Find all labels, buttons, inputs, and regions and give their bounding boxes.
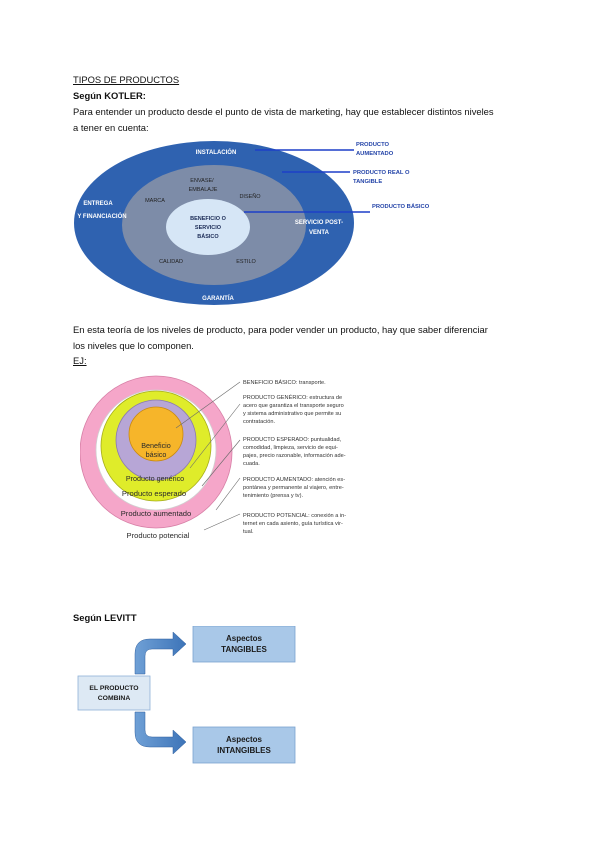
core-label-1: BENEFICIO O	[190, 216, 226, 222]
intro-line-2: a tener en cuenta:	[73, 122, 149, 133]
kotler-levels-diagram	[70, 134, 430, 314]
desc-potencial-2: ternet en cada asiento, guía turística vir-	[243, 521, 343, 527]
levitt-title: Según LEVITT	[73, 612, 137, 623]
outer-bottom-label: GARANTÍA	[202, 296, 234, 302]
desc-aumentado-3: tenimiento (prensa y tv).	[243, 493, 304, 499]
outer-right-label-1: SERVICIO POST-	[294, 220, 344, 226]
label-real-2: TANGIBLE	[353, 179, 383, 185]
intangibles-label-1: Aspectos	[225, 735, 263, 744]
intro-line-1: Para entender un producto desde el punto de vista de marketing, hay que establecer distintos niveles	[73, 106, 494, 117]
middle-calidad-label: CALIDAD	[159, 259, 183, 265]
middle-envase-label-2: EMBALAJE	[188, 187, 218, 193]
ring-esperado-label: Producto esperado	[121, 489, 187, 498]
desc-aumentado-1: PRODUCTO AUMENTADO: atención es-	[243, 477, 346, 483]
desc-esperado-2: comodidad, limpieza, servicio de equi-	[243, 445, 338, 451]
ring-aumentado-label: Producto aumentado	[120, 509, 192, 518]
label-real-1: PRODUCTO REAL O	[353, 170, 410, 176]
ring-basico-label-1: Beneficio	[141, 441, 171, 450]
label-basico: PRODUCTO BÁSICO	[372, 204, 430, 210]
ring-generico-label: Producto genérico	[125, 474, 185, 483]
middle-marca-label: MARCA	[145, 198, 165, 204]
tangibles-box	[193, 626, 295, 662]
middle-estilo-label: ESTILO	[236, 259, 256, 265]
center-box-label-2: COMBINA	[97, 695, 131, 702]
arrow-up	[135, 632, 186, 674]
tangibles-label-1: Aspectos	[225, 634, 263, 643]
kotler-title: Según KOTLER:	[73, 90, 146, 101]
desc-potencial-1: PRODUCTO POTENCIAL: conexión a in-	[243, 513, 347, 519]
center-box	[78, 676, 150, 710]
label-aumentado-2: AUMENTADO	[356, 151, 394, 157]
theory-line-2: los niveles que lo componen.	[73, 340, 194, 351]
desc-basico: BENEFICIO BÁSICO: transporte.	[243, 380, 326, 386]
ring-potencial-label: Producto potencial	[126, 531, 190, 540]
desc-esperado-3: pajes, precio razonable, información ade-	[243, 453, 346, 459]
outer-right-label-2: VENTA	[309, 230, 329, 236]
tangibles-label-2: TANGIBLES	[221, 645, 267, 654]
desc-generico-4: contratación.	[243, 419, 276, 425]
center-box-label-1: EL PRODUCTO	[89, 685, 139, 692]
levitt-diagram	[76, 626, 306, 766]
middle-envase-label-1: ENVASE/	[190, 178, 214, 184]
outer-top-label: INSTALACIÓN	[195, 150, 237, 156]
desc-generico-3: y sistema administrativo que permite su	[243, 411, 342, 417]
desc-aumentado-2: pontánea y permanente al viajero, entre-	[243, 485, 344, 491]
outer-left-label-2: Y FINANCIACIÓN	[77, 214, 127, 220]
theory-line-1: En esta teoría de los niveles de producto, para poder vender un producto, hay que saber diferenciar	[73, 324, 488, 335]
example-label: EJ:	[73, 355, 87, 366]
desc-esperado-1: PRODUCTO ESPERADO: puntualidad,	[243, 437, 342, 443]
arrow-down	[135, 712, 186, 754]
intangibles-box	[193, 727, 295, 763]
desc-potencial-3: tual.	[243, 529, 254, 535]
label-aumentado-1: PRODUCTO	[356, 142, 390, 148]
intangibles-label-2: INTANGIBLES	[217, 746, 271, 755]
desc-generico-2: acero que garantiza el transporte seguro	[243, 403, 344, 409]
core-label-3: BÁSICO	[197, 234, 219, 240]
product-levels-diagram	[80, 368, 372, 544]
core-label-2: SERVICIO	[194, 225, 222, 231]
outer-left-label-1: ENTREGA	[83, 201, 113, 207]
page-heading: TIPOS DE PRODUCTOS	[73, 74, 180, 85]
desc-generico-1: PRODUCTO GENÉRICO: estructura de	[243, 395, 343, 401]
desc-esperado-4: cuada.	[243, 461, 260, 467]
ring-basico-label-2: básico	[145, 450, 167, 459]
middle-diseno-label: DISEÑO	[239, 194, 261, 200]
leader-potencial	[204, 514, 240, 530]
